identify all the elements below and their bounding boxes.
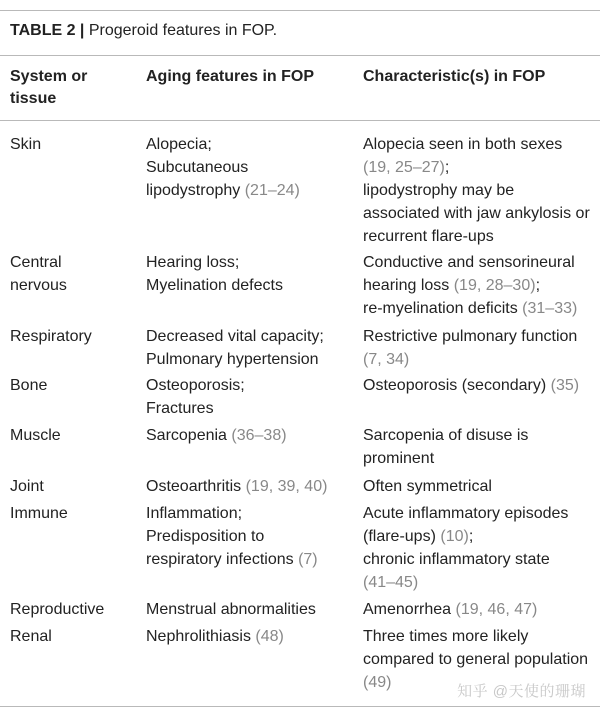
cell-line [10, 133, 135, 156]
cell-text: Conductive and sensorineural [363, 254, 575, 271]
cell-line [363, 625, 595, 648]
cell-text: chronic inflammatory state [363, 551, 550, 568]
cell-line [363, 179, 595, 202]
header-top-rule [0, 55, 600, 56]
reference-citation: (19, 25–27) [363, 159, 445, 176]
reference-citation: (36–38) [231, 427, 287, 444]
cell-text: Myelination defects [146, 277, 283, 294]
cell-text: Renal [10, 628, 52, 645]
cell-text: associated with jaw ankylosis or [363, 205, 590, 222]
cell-text: Reproductive [10, 601, 105, 618]
top-rule [0, 10, 600, 11]
cell-text: Sarcopenia [146, 427, 232, 444]
watermark: 知乎 @天使的珊瑚 [457, 683, 586, 700]
cell-aging [146, 625, 356, 648]
cell-line [146, 598, 356, 621]
reference-citation: (41–45) [363, 574, 419, 591]
cell-line [146, 348, 356, 371]
cell-line [146, 133, 356, 156]
cell-aging [146, 374, 356, 420]
table-caption [10, 22, 277, 40]
cell-text: Joint [10, 478, 44, 495]
cell-line [146, 525, 356, 548]
cell-system [10, 133, 135, 156]
cell-char [363, 325, 595, 371]
cell-line [363, 525, 595, 548]
cell-text: nervous [10, 277, 67, 294]
cell-system [10, 502, 135, 525]
cell-system [10, 424, 135, 447]
cell-aging [146, 424, 356, 447]
cell-line [363, 475, 595, 498]
cell-char [363, 424, 595, 470]
cell-line [363, 225, 595, 248]
cell-aging [146, 325, 356, 371]
cell-line [363, 274, 595, 297]
cell-aging [146, 251, 356, 297]
cell-line [146, 625, 356, 648]
cell-text: Inflammation; [146, 505, 243, 522]
cell-char [363, 133, 595, 248]
cell-system [10, 475, 135, 498]
header-characteristics: Characteristic(s) in FOP [363, 68, 546, 85]
cell-text: hearing loss [363, 277, 454, 294]
cell-line [10, 625, 135, 648]
cell-line [146, 156, 356, 179]
cell-text: Central [10, 254, 62, 271]
cell-text: Nephrolithiasis [146, 628, 256, 645]
cell-text: Restrictive pulmonary function [363, 328, 578, 345]
cell-line [146, 251, 356, 274]
cell-line [146, 502, 356, 525]
cell-text: Fractures [146, 400, 214, 417]
cell-line [146, 548, 356, 571]
cell-line [10, 502, 135, 525]
cell-line [10, 374, 135, 397]
header-aging: Aging features in FOP [146, 68, 315, 85]
cell-text: Amenorrhea [363, 601, 456, 618]
cell-line [10, 598, 135, 621]
bottom-rule [0, 706, 600, 707]
reference-citation: (21–24) [244, 182, 300, 199]
cell-line [363, 133, 595, 156]
cell-text: prominent [363, 450, 435, 467]
cell-char [363, 475, 595, 498]
cell-line [146, 374, 356, 397]
cell-line [10, 251, 135, 274]
cell-line [10, 274, 135, 297]
cell-line [10, 424, 135, 447]
header-system: System or tissue [10, 68, 88, 107]
cell-text: Muscle [10, 427, 61, 444]
cell-text: Skin [10, 136, 42, 153]
cell-line [363, 374, 595, 397]
cell-line [363, 447, 595, 470]
cell-text: respiratory infections [146, 551, 299, 568]
cell-line [363, 598, 595, 621]
cell-text: Sarcopenia of disuse is [363, 427, 529, 444]
cell-text: (flare-ups) [363, 528, 441, 545]
table-label: TABLE 2 | [10, 22, 85, 39]
cell-text: lipodystrophy may be [363, 182, 515, 199]
reference-citation: (7, 34) [363, 351, 410, 368]
cell-line [363, 348, 595, 371]
cell-line [146, 475, 356, 498]
cell-text: Osteoarthritis [146, 478, 246, 495]
cell-system [10, 325, 135, 348]
cell-text: re-myelination deficits [363, 300, 523, 317]
reference-citation: (7) [298, 551, 318, 568]
cell-text: Decreased vital capacity; [146, 328, 324, 345]
cell-text: ; [444, 159, 450, 176]
cell-line [146, 325, 356, 348]
cell-line [146, 179, 356, 202]
reference-citation: (19, 39, 40) [245, 478, 328, 495]
cell-text: Pulmonary hypertension [146, 351, 319, 368]
cell-aging [146, 133, 356, 202]
cell-text: ; [468, 528, 474, 545]
cell-text: Bone [10, 377, 48, 394]
cell-system [10, 374, 135, 397]
reference-citation: (19, 28–30) [453, 277, 536, 294]
cell-char [363, 598, 595, 621]
cell-aging [146, 475, 356, 498]
cell-text: Immune [10, 505, 68, 522]
cell-text: Subcutaneous [146, 159, 249, 176]
header-bottom-rule [0, 120, 600, 121]
cell-line [146, 424, 356, 447]
reference-citation: (19, 46, 47) [455, 601, 538, 618]
cell-line [146, 274, 356, 297]
cell-line [10, 475, 135, 498]
cell-char [363, 251, 595, 320]
cell-text: Often symmetrical [363, 478, 492, 495]
cell-text: lipodystrophy [146, 182, 245, 199]
cell-text: Hearing loss; [146, 254, 240, 271]
reference-citation: (35) [550, 377, 580, 394]
cell-line [363, 202, 595, 225]
cell-line [10, 325, 135, 348]
cell-line [363, 424, 595, 447]
cell-line [363, 571, 595, 594]
cell-text: recurrent flare-ups [363, 228, 494, 245]
cell-line [363, 156, 595, 179]
cell-text: ; [535, 277, 541, 294]
cell-text: Predisposition to [146, 528, 265, 545]
cell-text: Alopecia; [146, 136, 212, 153]
cell-line [363, 325, 595, 348]
cell-text: compared to general population [363, 651, 589, 668]
cell-system [10, 251, 135, 297]
cell-system [10, 598, 135, 621]
cell-system [10, 625, 135, 648]
cell-aging [146, 502, 356, 571]
cell-text: Acute inflammatory episodes [363, 505, 569, 522]
reference-citation: (49) [363, 674, 392, 691]
cell-text: Osteoporosis (secondary) [363, 377, 551, 394]
cell-line [146, 397, 356, 420]
cell-line [363, 251, 595, 274]
cell-line [363, 502, 595, 525]
cell-char [363, 502, 595, 594]
cell-line [363, 297, 595, 320]
table-title: Progeroid features in FOP. [88, 22, 278, 39]
cell-line [363, 648, 595, 671]
cell-text: Osteoporosis; [146, 377, 245, 394]
reference-citation: (10) [440, 528, 469, 545]
reference-citation: (48) [255, 628, 284, 645]
cell-char [363, 374, 595, 397]
reference-citation: (31–33) [522, 300, 578, 317]
cell-text: Alopecia seen in both sexes [363, 136, 563, 153]
cell-aging [146, 598, 356, 621]
cell-line [363, 548, 595, 571]
cell-text: Menstrual abnormalities [146, 601, 316, 618]
cell-text: Respiratory [10, 328, 92, 345]
cell-text: Three times more likely [363, 628, 529, 645]
